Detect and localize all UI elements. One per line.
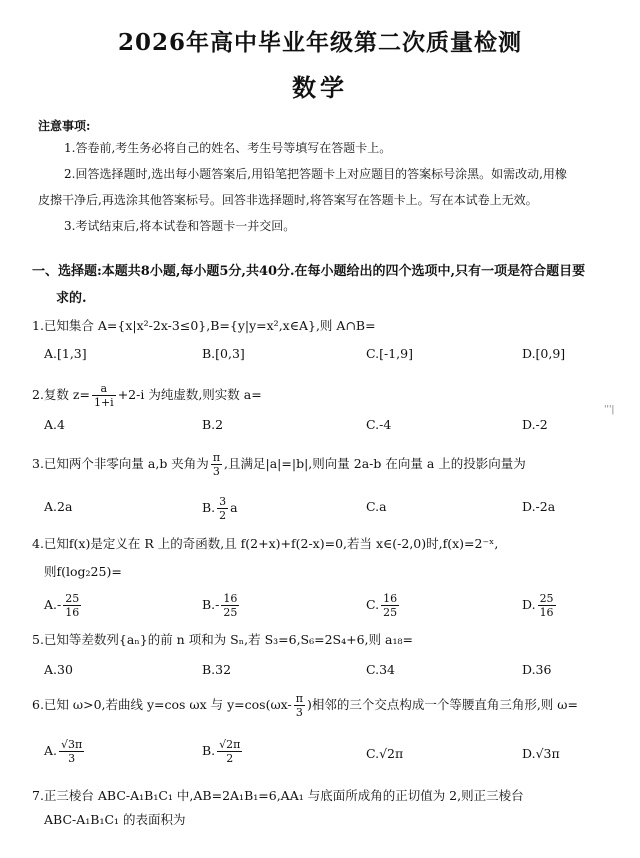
option: A.- $\frac{25}{16}$ [44, 592, 80, 619]
option: B.32 [202, 662, 232, 677]
option: C.a [366, 499, 387, 514]
fraction: $\frac{16}{25}$ [223, 592, 238, 619]
fraction: $\frac{16}{25}$ [383, 592, 398, 619]
fraction: $\frac{√3\pi}{3}$ [61, 738, 83, 765]
subject-title: 数学 [292, 73, 348, 102]
option: C.√2π [366, 746, 404, 761]
question-1-stem: 1.已知集合 A={x|x²-2x-3≤0},B={y|y=x²,x∈A},则 A∩B= [32, 318, 376, 333]
fraction: $\frac{√2\pi}{2}$ [219, 738, 241, 765]
option: B.2 [202, 417, 224, 432]
question-3-stem: 3.已知两个非零向量 a,b 夹角为 $\frac{\pi}{3}$ ,且满足|a|=|b|,则向量 2a-b 在向量 a 上的投影向量为 [32, 451, 526, 478]
notice-item: 2.回答选择题时,选出每小题答案后,用铅笔把答题卡上对应题目的答案标号涂黑。如需改动,用橡 [64, 167, 567, 181]
option: B. $\frac{√2\pi}{2}$ [202, 738, 241, 765]
option: A.2a [44, 499, 73, 514]
option: D. $\frac{25}{16}$ [522, 592, 554, 619]
fraction: $\frac{\pi}{3}$ [295, 692, 303, 719]
notice-item: 皮擦干净后,再选涂其他答案标号。回答非选择题时,将答案写在答题卡上。写在本试卷上无效。 [38, 193, 538, 207]
option: B.[0,3] [202, 346, 245, 361]
question-2-stem: 2.复数 z= $\frac{a}{1+i}$ +2-i 为纯虚数,则实数 a= [32, 382, 262, 409]
exam-title: 2026年高中毕业年级第二次质量检测 [117, 29, 522, 56]
option: C.34 [366, 662, 395, 677]
fraction: $\frac{a}{1+i}$ [93, 382, 114, 409]
section-heading [32, 258, 612, 312]
notice-item: 3.考试结束后,将本试卷和答题卡一并交回。 [64, 219, 296, 233]
notice-heading: 注意事项: [38, 119, 91, 133]
option: A. $\frac{√3\pi}{3}$ [44, 738, 83, 765]
fraction: $\frac{3}{2}$ [219, 495, 227, 522]
option: A.4 [44, 417, 65, 432]
option: A.[1,3] [44, 346, 87, 361]
option: D.√3π [522, 746, 560, 761]
fraction: $\frac{25}{16}$ [539, 592, 554, 619]
fraction: $\frac{25}{16}$ [65, 592, 80, 619]
question-4-stem: 4.已知f(x)是定义在 R 上的奇函数,且 f(2+x)+f(2-x)=0,若当 x∈(-2,0)时,f(x)=2⁻ˣ, 则f(log₂25)= [32, 536, 499, 579]
option: D.-2 [522, 417, 548, 432]
option: B. $\frac{3}{2}$ a [202, 495, 238, 522]
option: C.[-1,9] [366, 346, 413, 361]
question-5-stem: 5.已知等差数列{aₙ}的前 n 项和为 Sₙ,若 S₃=6,S₆=2S₄+6,则 a₁₈= [32, 632, 413, 647]
question-6-stem: 6.已知 ω>0,若曲线 y=cos ωx 与 y=cos(ωx- $\frac{\pi}{3}$ )相邻的三个交点构成一个等腰直角三角形,则 ω= [32, 692, 578, 719]
option: D.-2a [522, 499, 556, 514]
notice-list [38, 135, 598, 239]
option: C. $\frac{16}{25}$ [366, 592, 398, 619]
option: A.30 [44, 662, 73, 677]
option: D.[0,9] [522, 346, 566, 361]
option: C.-4 [366, 417, 392, 432]
option: D.36 [522, 662, 552, 677]
question-7-stem: 7.正三棱台 ABC-A₁B₁C₁ 中,AB=2A₁B₁=6,AA₁ 与底面所成角的正切值为 2,则正三棱台 ABC-A₁B₁C₁ 的表面积为 [32, 788, 524, 827]
option: B.- $\frac{16}{25}$ [202, 592, 238, 619]
margin-mark: '''| [604, 405, 615, 415]
notice-item: 1.答卷前,考生务必将自己的姓名、考生号等填写在答题卡上。 [64, 141, 392, 155]
fraction: $\frac{\pi}{3}$ [212, 451, 221, 478]
section-heading-line: 一、选择题:本题共8小题,每小题5分,共40分.在每小题给出的四个选项中,只有一项是符合题目要 [32, 264, 586, 279]
section-heading-line: 求的. [56, 291, 87, 306]
